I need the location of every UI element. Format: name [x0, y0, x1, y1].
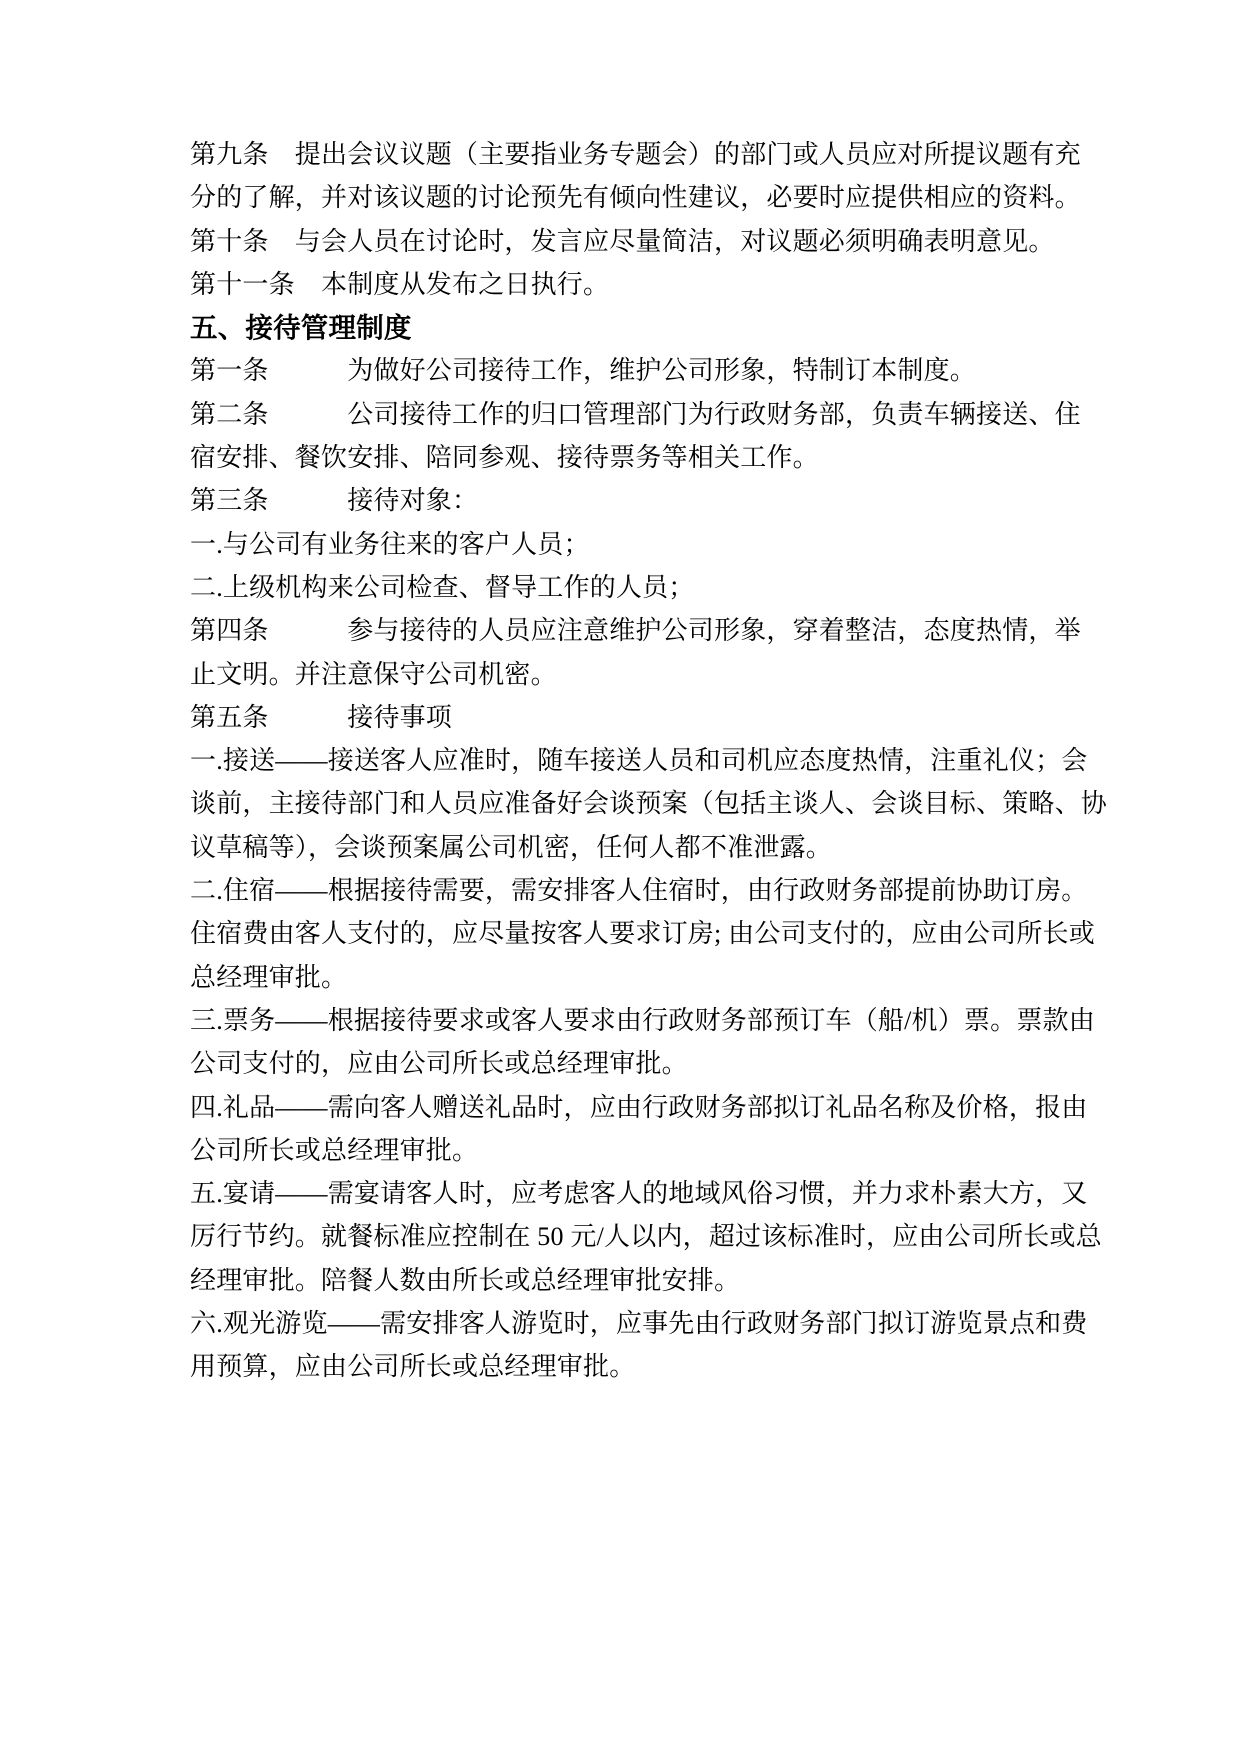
text-line: 二.住宿——根据接待需要，需安排客人住宿时，由行政财务部提前协助订房。: [190, 876, 1088, 906]
section-heading: 五、接待管理制度: [190, 312, 412, 344]
text-line: 谈前，主接待部门和人员应准备好会谈预案（包括主谈人、会谈目标、策略、协: [190, 789, 1108, 819]
text-line: 五.宴请——需宴请客人时，应考虑客人的地域风俗习惯，并力求朴素大方，又: [190, 1179, 1088, 1209]
text-line: 用预算，应由公司所长或总经理审批。: [190, 1352, 636, 1382]
text-line: 议草稿等），会谈预案属公司机密，任何人都不准泄露。: [190, 832, 833, 862]
text-line: 三.票务——根据接待要求或客人要求由行政财务部预订车（船/机）票。票款由: [190, 1005, 1095, 1035]
text-line: 第五条 接待事项: [190, 702, 453, 732]
text-line: 公司所长或总经理审批。: [190, 1135, 479, 1165]
text-line: 经理审批。陪餐人数由所长或总经理审批安排。: [190, 1265, 741, 1295]
text-line: 第十条 与会人员在讨论时，发言应尽量简洁，对议题必须明确表明意见。: [190, 226, 1055, 256]
text-line: 第三条 接待对象：: [190, 486, 479, 516]
text-line: 第一条 为做好公司接待工作，维护公司形象，特制订本制度。: [190, 356, 977, 386]
text-line: 第九条 提出会议议题（主要指业务专题会）的部门或人员应对所提议题有充: [190, 140, 1081, 169]
text-line: 总经理审批。: [190, 962, 348, 992]
text-line: 第十一条 本制度从发布之日执行。: [190, 269, 610, 299]
text-line: 六.观光游览——需安排客人游览时，应事先由行政财务部门拟订游览景点和费: [190, 1309, 1088, 1339]
text-line: 一.接送——接送客人应准时，随车接送人员和司机应态度热情，注重礼仪；会: [190, 746, 1088, 776]
text-line: 第二条 公司接待工作的归口管理部门为行政财务部，负责车辆接送、住: [190, 399, 1081, 429]
text-line: 宿安排、餐饮安排、陪同参观、接待票务等相关工作。: [190, 443, 819, 473]
text-line: 二.上级机构来公司检查、督导工作的人员；: [190, 572, 695, 602]
text-line: 止文明。并注意保守公司机密。: [190, 659, 557, 689]
text-line: 住宿费由客人支付的，应尽量按客人要求订房; 由公司支付的，应由公司所长或: [190, 919, 1095, 949]
text-line: 四.礼品——需向客人赠送礼品时，应由行政财务部拟订礼品名称及价格，报由: [190, 1092, 1088, 1122]
text-line: 第四条 参与接待的人员应注意维护公司形象，穿着整洁，态度热情，举: [190, 616, 1081, 646]
text-line: 公司支付的，应由公司所长或总经理审批。: [190, 1049, 688, 1079]
text-line: 厉行节约。就餐标准应控制在 50 元/人以内，超过该标准时，应由公司所长或总: [190, 1222, 1102, 1252]
text-line: 分的了解，并对该议题的讨论预先有倾向性建议，必要时应提供相应的资料。: [190, 183, 1081, 213]
document-body: [190, 133, 1120, 1389]
text-line: 一.与公司有业务往来的客户人员；: [190, 529, 590, 559]
